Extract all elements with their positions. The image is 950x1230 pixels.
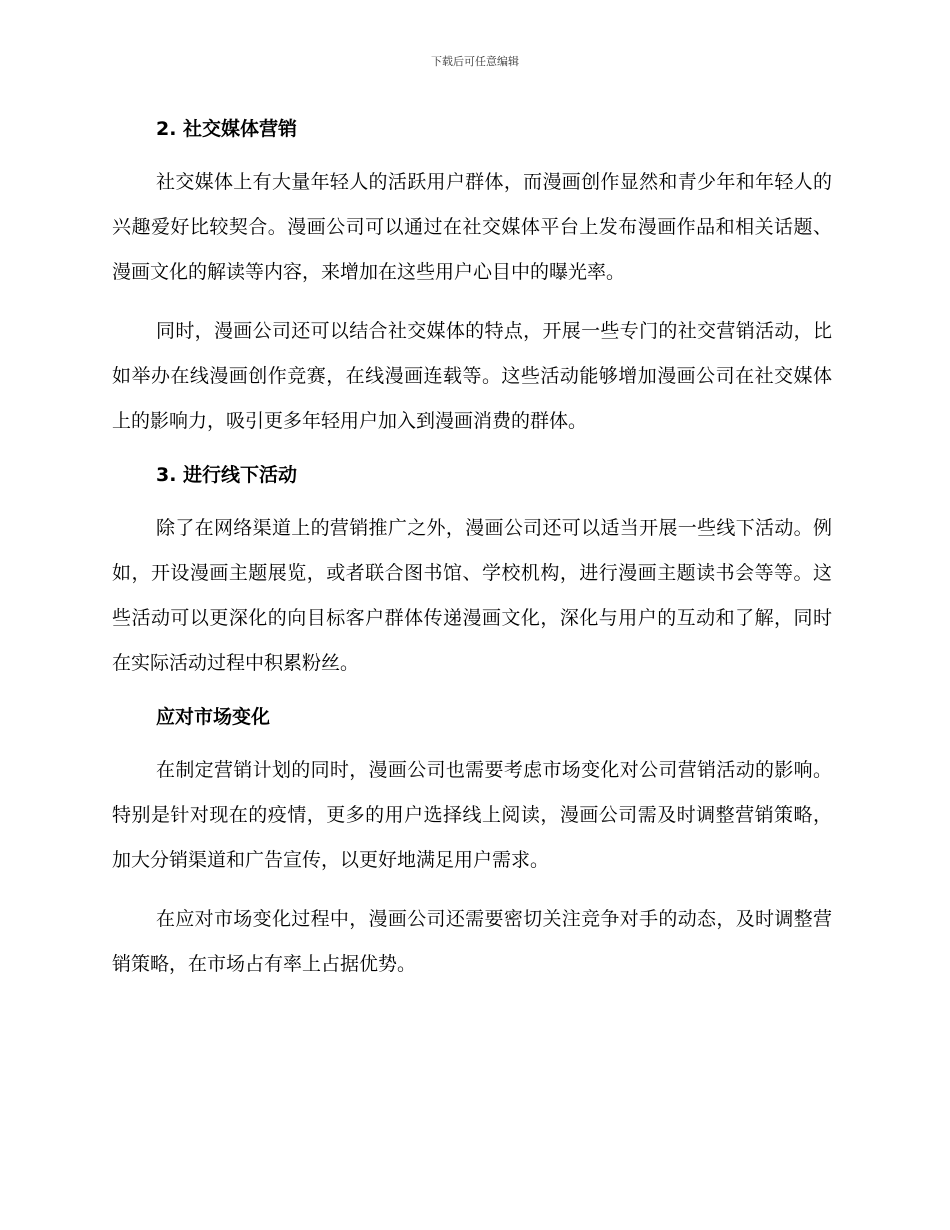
paragraph-market-changes-1: 在制定营销计划的同时，漫画公司也需要考虑市场变化对公司营销活动的影响。特别是针对现在的疫情，更多的用户选择线上阅读，漫画公司需及时调整营销策略，加大分销渠道和广告宣传，以更好地满足用户需求。 bbox=[112, 759, 832, 871]
document-body bbox=[112, 112, 832, 987]
paragraph-market-changes-2: 在应对市场变化过程中，漫画公司还需要密切关注竞争对手的动态，及时调整营销策略，在市场占有率上占据优势。 bbox=[112, 908, 832, 975]
paragraph-social-media-2: 同时，漫画公司还可以结合社交媒体的特点，开展一些专门的社交营销活动，比如举办在线漫画创作竞赛，在线漫画连载等。这些活动能够增加漫画公司在社交媒体上的影响力，吸引更多年轻用户加入到漫画消费的群体。 bbox=[112, 320, 832, 432]
running-header: 下载后可任意编辑 bbox=[431, 55, 519, 68]
section-heading-social-media: 2. 社交媒体营销 bbox=[156, 118, 298, 140]
section-heading-offline-events: 3. 进行线下活动 bbox=[156, 464, 298, 486]
section-heading-market-changes: 应对市场变化 bbox=[156, 706, 271, 728]
paragraph-offline-events-1: 除了在网络渠道上的营销推广之外，漫画公司还可以适当开展一些线下活动。例如，开设漫画主题展览，或者联合图书馆、学校机构，进行漫画主题读书会等等。这些活动可以更深化的向目标客户群体传递漫画文化，深化与用户的互动和了解，同时在实际活动过程中积累粉丝。 bbox=[112, 517, 832, 674]
paragraph-social-media-1: 社交媒体上有大量年轻人的活跃用户群体，而漫画创作显然和青少年和年轻人的兴趣爱好比较契合。漫画公司可以通过在社交媒体平台上发布漫画作品和相关话题、漫画文化的解读等内容，来增加在这些用户心目中的曝光率。 bbox=[112, 171, 832, 283]
